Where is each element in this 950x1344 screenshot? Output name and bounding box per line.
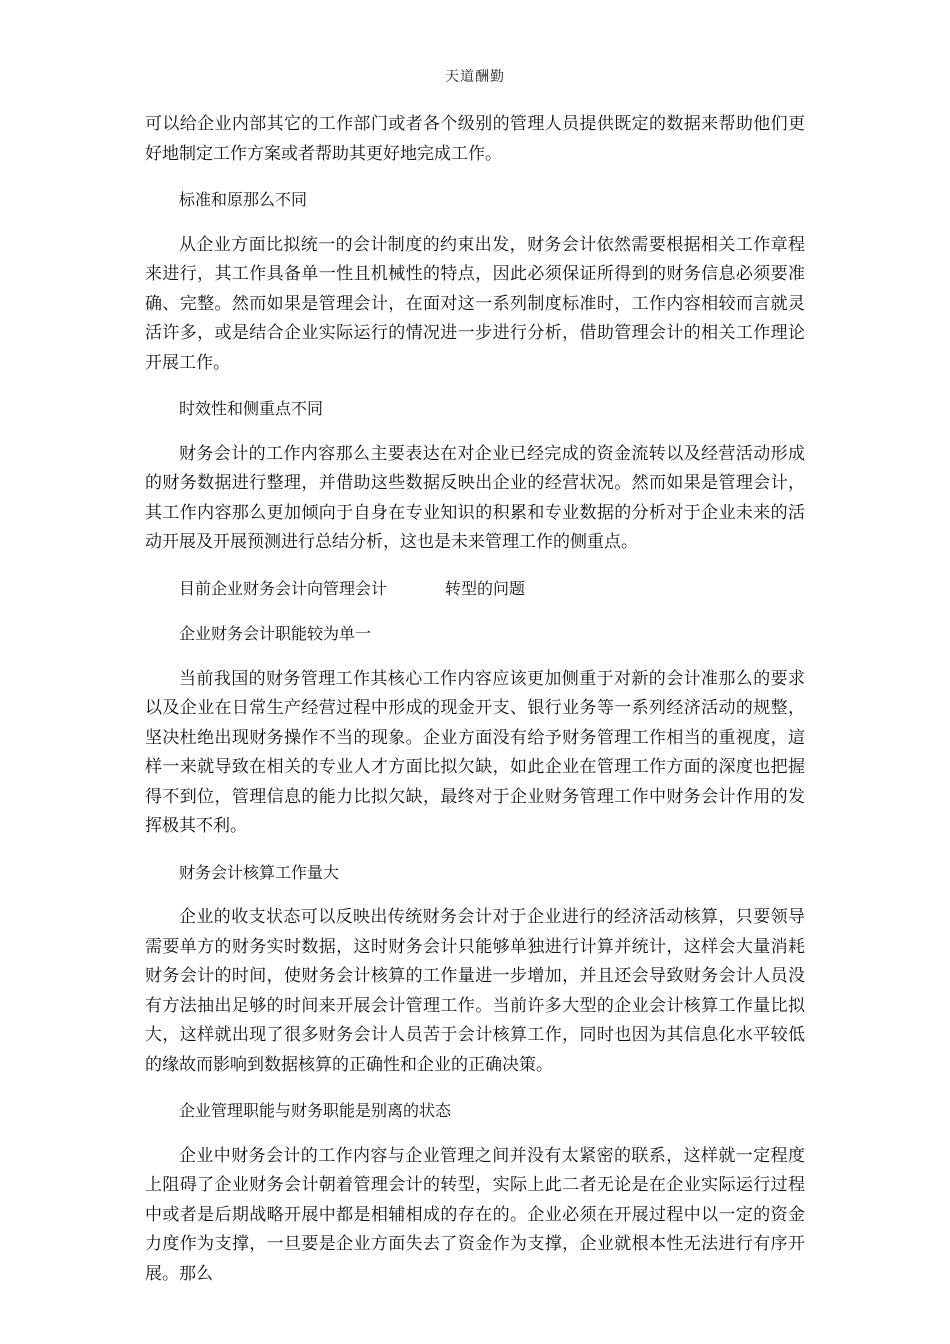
heading-standard: 标准和原那么不同 bbox=[179, 190, 308, 209]
heading-separation: 企业管理职能与财务职能是别离的状态 bbox=[179, 1101, 452, 1120]
heading-workload: 财务会计核算工作量大 bbox=[179, 862, 340, 882]
paragraph-timeliness: 财务会计的工作内容那么主要表达在对企业已经完成的资金流转以及经营活动形成的财务数据进行整理，并借助这些数据反映出企业的经营状况。然而如果是管理会计，其工作内容那么更加倾向于自身在专业知识的积累和专业数据的分析对于企业未来的活动开展及开展预测进行总结分析，这也是未来管理工作的侧重点。 bbox=[145, 443, 805, 552]
page-header: 天道酬勤 bbox=[445, 69, 505, 85]
heading-problem-part2: 转型的问题 bbox=[445, 578, 526, 598]
heading-problem-part1: 目前企业财务会计向管理会计 bbox=[179, 578, 388, 598]
document-body bbox=[145, 110, 805, 1305]
paragraph-separation: 企业中财务会计的工作内容与企业管理之间并没有太紧密的联系，这样就一定程度上阻碍了企业财务会计朝着管理会计的转型，实际上此二者无论是在企业实际运行过程中或者是后期战略开展中都是相辅相成的存在的。企业必须在开展过程中以一定的资金力度作为支撑，一旦要是企业方面失去了资金作为支撑，企业就根本性无法进行有序开展。那么 bbox=[145, 1145, 805, 1284]
heading-single-function: 企业财务会计职能较为单一 bbox=[179, 624, 372, 643]
paragraph-workload: 企业的收支状态可以反映出传统财务会计对于企业进行的经济活动核算，只要领导需要单方的财务实时数据，这时财务会计只能够单独进行计算并统计，这样会大量消耗财务会计的时间，使财务会计核算的工作量进一步增加，并且还会导致财务会计人员没有方法抽出足够的时间来开展会计管理工作。当前许多大型的企业会计核算工作量比拟大，这样就出现了很多财务会计人员苦于会计核算工作，同时也因为其信息化水平较低的缘故而影响到数据核算的正确性和企业的正确决策。 bbox=[145, 907, 805, 1075]
heading-timeliness: 时效性和侧重点不同 bbox=[179, 399, 324, 418]
paragraph-single-function: 当前我国的财务管理工作其核心工作内容应该更加侧重于对新的会计准那么的要求以及企业在日常生产经营过程中形成的现金开支、银行业务等一系列经济活动的规整，坚决杜绝出现财务操作不当的现象。企业方面没有给予财务管理工作相当的重视度，這样一来就导致在相关的专业人才方面比拟欠缺，如此企业在管理工作方面的深度也把握得不到位，管理信息的能力比拟欠缺，最终对于企业财务管理工作中财务会计作用的发挥极其不利。 bbox=[145, 668, 805, 836]
intro-paragraph: 可以给企业内部其它的工作部门或者各个级别的管理人员提供既定的数据来帮助他们更好地制定工作方案或者帮助其更好地完成工作。 bbox=[145, 114, 805, 164]
heading-problem bbox=[145, 574, 805, 604]
paragraph-standard: 从企业方面比拟统一的会计制度的约束出发，财务会计依然需要根据相关工作章程来进行，其工作具备单一性且机械性的特点，因此必须保证所得到的财务信息必须要准确、完整。然而如果是管理会计，在面对这一系列制度标准时，工作内容相较而言就灵活许多，或是结合企业实际运行的情况进一步进行分析，借助管理会计的相关工作理论开展工作。 bbox=[145, 234, 805, 373]
